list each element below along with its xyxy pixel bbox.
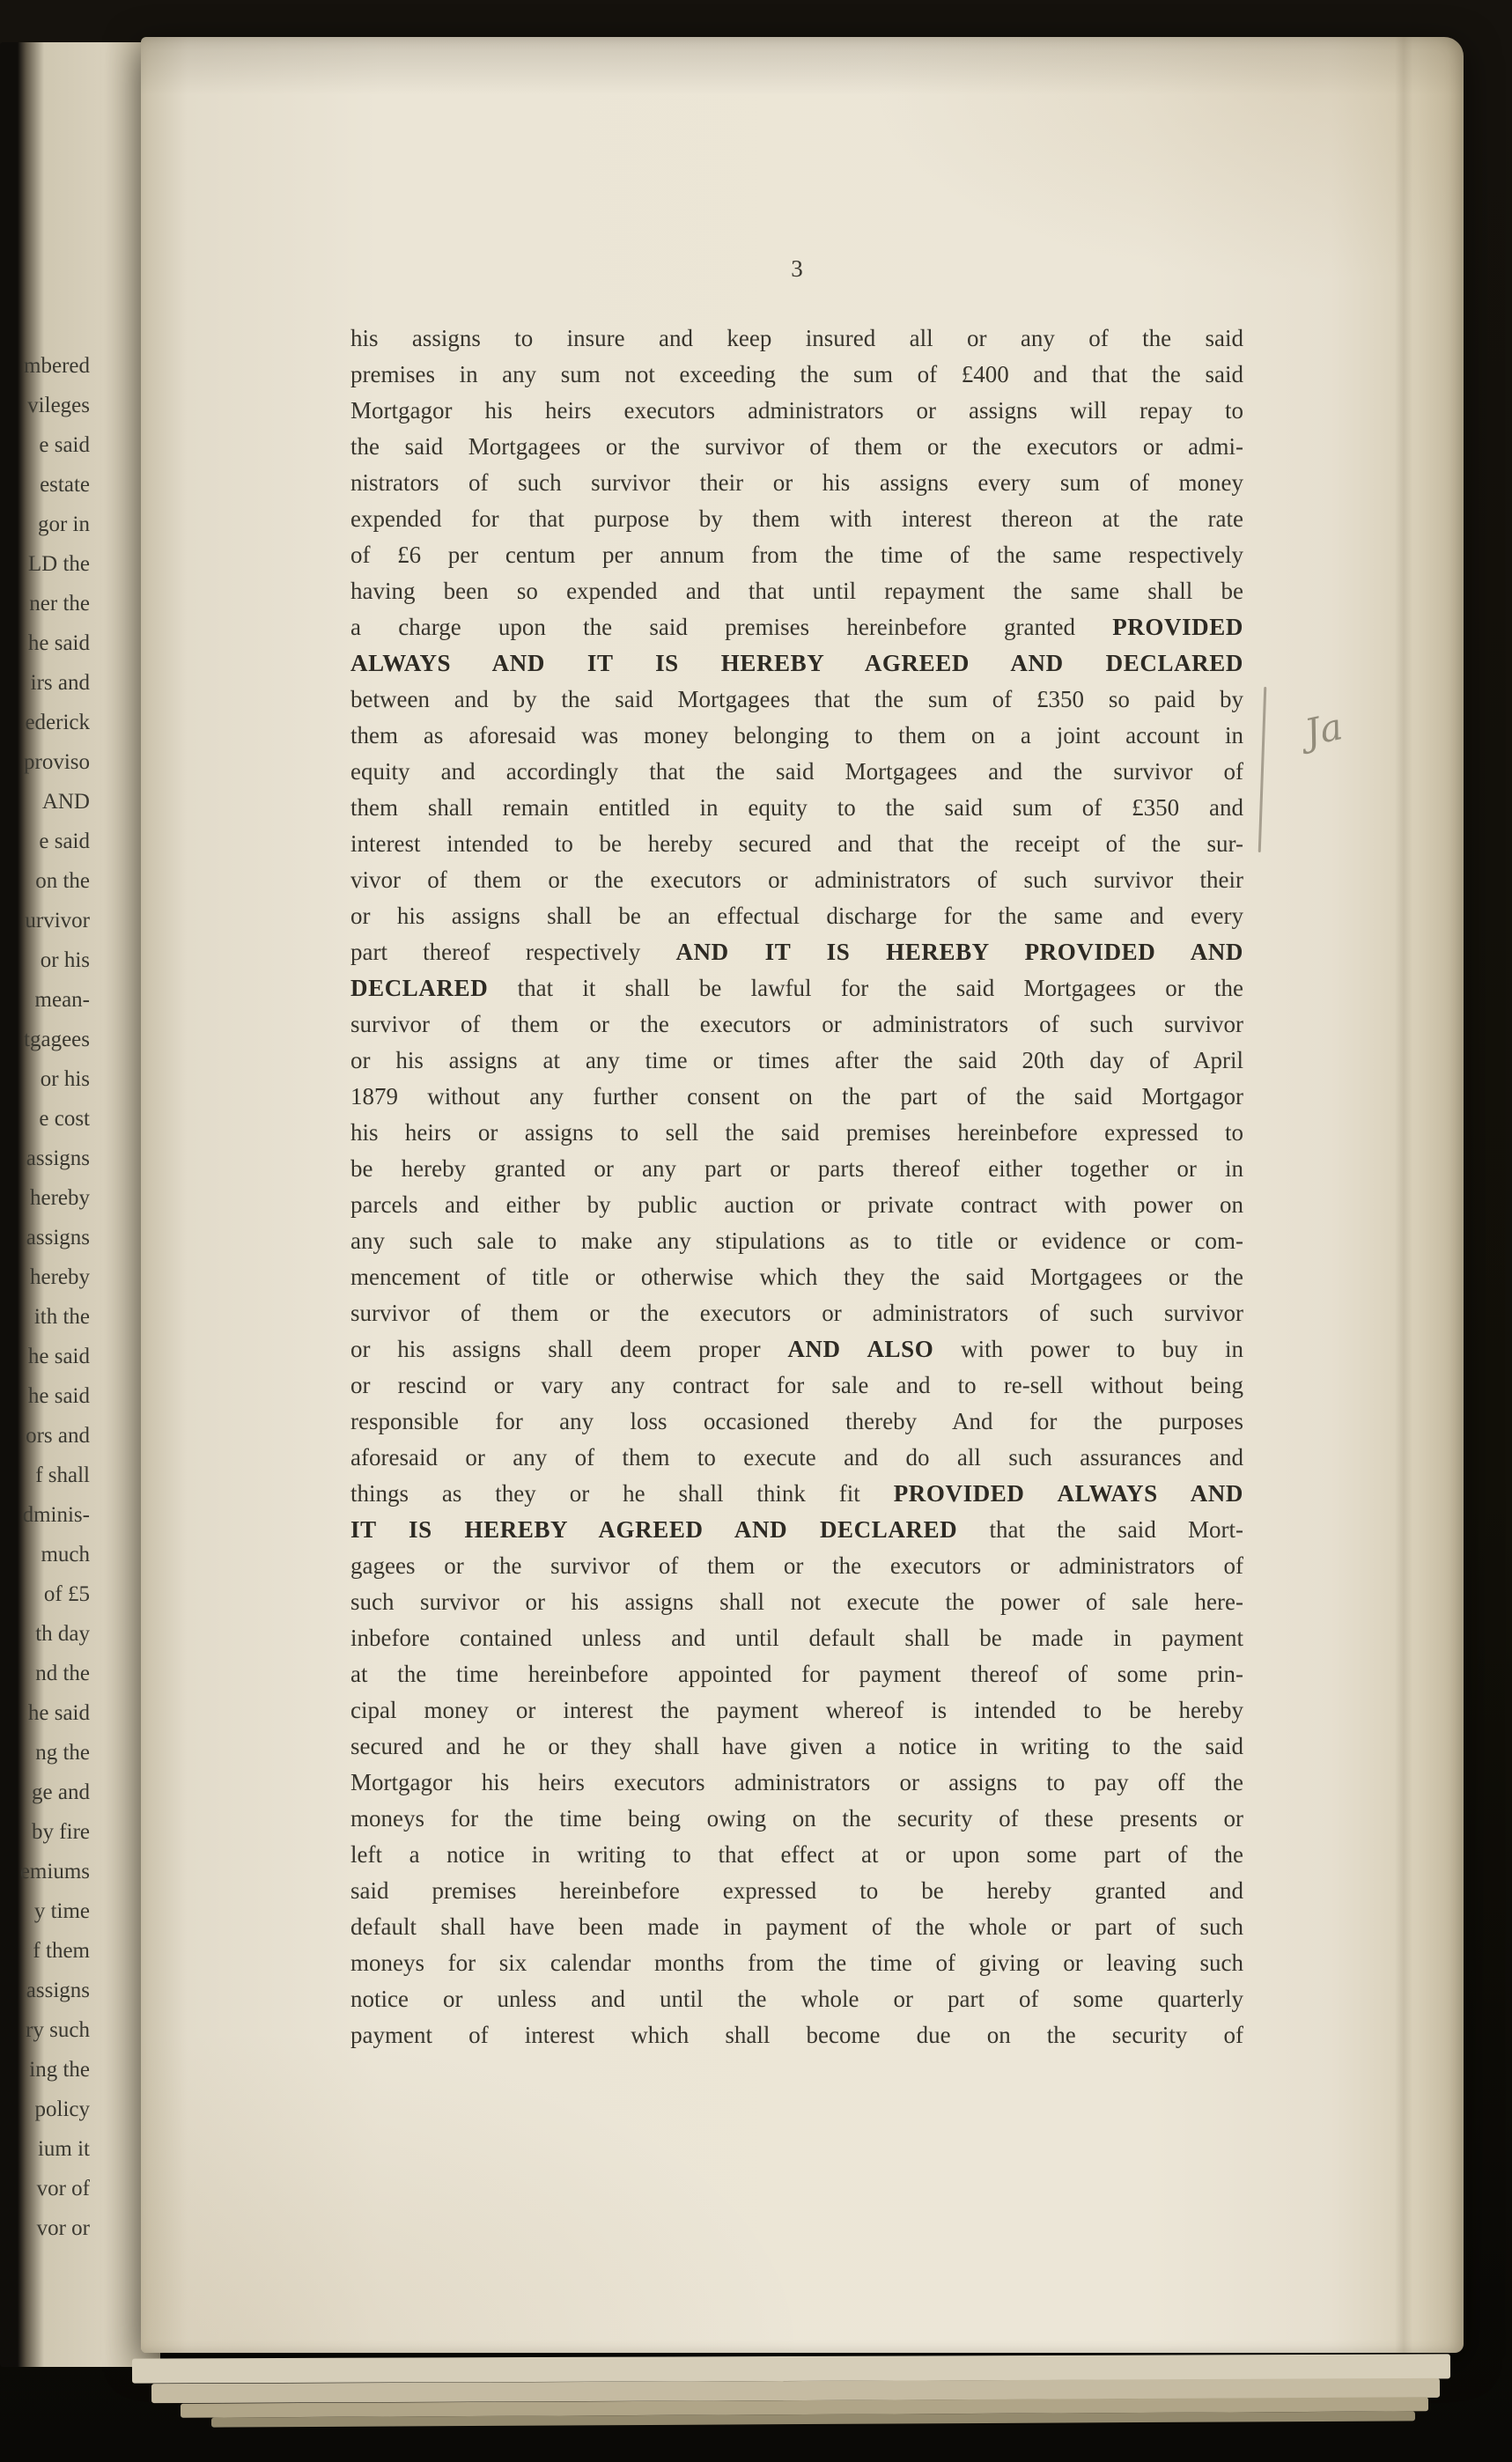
- text-line: [350, 1692, 1243, 1729]
- text-line: [350, 501, 1243, 537]
- text-line: [350, 1801, 1243, 1837]
- body-text-segment: premises in any sum not exceeding the sum of £400 and that the said: [350, 361, 1243, 387]
- margin-fragment: hereby: [29, 1186, 90, 1210]
- text-line: [350, 1043, 1243, 1079]
- body-text-segment: moneys for six calendar months from the time of giving or leaving such: [350, 1950, 1243, 1976]
- margin-fragment: by fire: [32, 1820, 90, 1844]
- text-line: [350, 1729, 1243, 1765]
- margin-fragment: th day: [35, 1622, 90, 1646]
- text-line: [350, 1620, 1243, 1656]
- margin-fragment: he said: [27, 631, 90, 655]
- body-text-segment: any such sale to make any stipulations as to title or evidence or com-: [350, 1227, 1243, 1254]
- body-text-segment: part thereof respectively: [350, 939, 676, 965]
- margin-fragment: e said: [39, 829, 90, 853]
- text-line: [350, 1367, 1243, 1404]
- margin-fragment: vor of: [36, 2177, 90, 2200]
- margin-fragment: ge and: [32, 1780, 90, 1804]
- margin-fragment: assigns: [26, 1226, 90, 1249]
- margin-fragment: mean-: [34, 988, 90, 1012]
- margin-fragment: much: [41, 1543, 90, 1566]
- body-text-segment: a charge upon the said premises hereinbefore granted: [350, 614, 1113, 640]
- emphasized-caps-text: PROVIDED ALWAYS AND: [893, 1480, 1244, 1507]
- body-text: [350, 321, 1243, 2053]
- margin-fragment: irs and: [30, 671, 90, 695]
- emphasized-caps-text: DECLARED: [350, 975, 489, 1001]
- text-line: [350, 1512, 1243, 1548]
- text-line: [350, 1656, 1243, 1692]
- text-line: [350, 718, 1243, 754]
- margin-fragment: ith the: [33, 1305, 90, 1329]
- body-text-segment: them as aforesaid was money belonging to them on a joint account in: [350, 722, 1243, 748]
- text-line: [350, 1006, 1243, 1043]
- body-text-segment: nistrators of such survivor their or his assigns every sum of money: [350, 469, 1243, 496]
- margin-fragment: nd the: [35, 1662, 90, 1685]
- text-line: [350, 1476, 1243, 1512]
- margin-fragment: e said: [39, 433, 90, 457]
- body-text-segment: moneys for the time being owing on the security of these presents or: [350, 1805, 1243, 1832]
- text-line: [350, 862, 1243, 898]
- pencil-marginalia: Ja: [1301, 704, 1346, 755]
- margin-fragment: ner the: [29, 592, 90, 616]
- text-line: [350, 537, 1243, 573]
- margin-fragment: or his: [40, 948, 90, 972]
- body-text-segment: with power to buy in: [933, 1336, 1243, 1362]
- emphasized-caps-text: ALWAYS AND IT IS HEREBY AGREED AND DECLARED: [350, 650, 1243, 676]
- body-text-segment: between and by the said Mortgagees that the sum of £350 so paid by: [350, 686, 1243, 712]
- body-text-segment: expended for that purpose by them with interest thereon at the rate: [350, 505, 1243, 532]
- text-line: [350, 1981, 1243, 2017]
- pencil-mark-line: [1258, 687, 1267, 852]
- body-text-segment: his heirs or assigns to sell the said premises hereinbefore expressed to: [350, 1119, 1243, 1146]
- previous-page-edge: [0, 42, 160, 2367]
- emphasized-caps-text: IT IS HEREBY AGREED AND DECLARED: [350, 1516, 958, 1543]
- text-line: [350, 429, 1243, 465]
- text-line: [350, 645, 1243, 682]
- text-line: [350, 1079, 1243, 1115]
- document-page: [141, 37, 1464, 2353]
- body-text-segment: 1879 without any further consent on the part of the said Mortgagor: [350, 1083, 1243, 1109]
- margin-fragment: ors and: [26, 1424, 90, 1448]
- body-text-segment: or his assigns shall be an effectual discharge for the same and every: [350, 903, 1243, 929]
- body-text-segment: responsible for any loss occasioned thereby And for the purposes: [350, 1408, 1243, 1434]
- margin-fragment: AND: [41, 790, 90, 814]
- text-line: [350, 898, 1243, 934]
- margin-fragment: LD the: [27, 552, 90, 576]
- text-line: [350, 1584, 1243, 1620]
- text-line: [350, 1295, 1243, 1331]
- text-line: [350, 1223, 1243, 1259]
- body-text-segment: inbefore contained unless and until default shall be made in payment: [350, 1625, 1243, 1651]
- text-line: [350, 465, 1243, 501]
- text-line: [350, 1115, 1243, 1151]
- margin-fragment: vileges: [27, 394, 90, 417]
- body-text-segment: aforesaid or any of them to execute and do all such assurances and: [350, 1444, 1243, 1471]
- body-text-segment: left a notice in writing to that effect at or upon some part of the: [350, 1841, 1243, 1868]
- margin-fragment: of £5: [43, 1582, 90, 1606]
- margin-fragment: he said: [27, 1701, 90, 1725]
- margin-fragment: estate: [40, 473, 90, 497]
- text-line: [350, 1837, 1243, 1873]
- margin-fragment: gor in: [37, 512, 90, 536]
- emphasized-caps-text: AND ALSO: [787, 1336, 934, 1362]
- body-text-segment: vivor of them or the executors or administrators of such survivor their: [350, 866, 1243, 893]
- margin-fragment: emiums: [19, 1860, 90, 1883]
- body-text-segment: or rescind or vary any contract for sale and to re-sell without being: [350, 1372, 1243, 1398]
- text-line: [350, 393, 1243, 429]
- body-text-segment: at the time hereinbefore appointed for payment thereof of some prin-: [350, 1661, 1243, 1687]
- body-text-segment: Mortgagor his heirs executors administrators or assigns will repay to: [350, 397, 1243, 424]
- text-line: [350, 1873, 1243, 1909]
- margin-fragment: y time: [33, 1899, 90, 1923]
- margin-fragment: policy: [34, 2097, 90, 2121]
- prev-page-fragments: [0, 346, 90, 2248]
- emphasized-caps-text: PROVIDED: [1112, 614, 1243, 640]
- body-text-segment: such survivor or his assigns shall not execute the power of sale here-: [350, 1589, 1243, 1615]
- body-text-segment: notice or unless and until the whole or part of some quarterly: [350, 1986, 1243, 2012]
- margin-fragment: f shall: [35, 1463, 90, 1487]
- margin-fragment: proviso: [24, 750, 90, 774]
- text-line: [350, 970, 1243, 1006]
- text-line: [350, 826, 1243, 862]
- body-text-segment: secured and he or they shall have given a notice in writing to the said: [350, 1733, 1243, 1759]
- margin-fragment: mbered: [24, 354, 90, 378]
- text-line: [350, 934, 1243, 970]
- margin-fragment: ing the: [29, 2058, 90, 2082]
- margin-fragment: f them: [33, 1939, 90, 1963]
- emphasized-caps-text: AND IT IS HEREBY PROVIDED AND: [675, 939, 1243, 965]
- text-line: [350, 1909, 1243, 1945]
- text-line: [350, 790, 1243, 826]
- body-text-segment: cipal money or interest the payment whereof is intended to be hereby: [350, 1697, 1243, 1723]
- body-text-segment: or his assigns at any time or times after the said 20th day of April: [350, 1047, 1243, 1073]
- text-line: [350, 682, 1243, 718]
- page-number: 3: [791, 255, 803, 282]
- margin-fragment: e cost: [39, 1107, 90, 1131]
- text-line: [350, 357, 1243, 393]
- margin-fragment: hereby: [29, 1265, 90, 1289]
- body-text-segment: interest intended to be hereby secured and that the receipt of the sur-: [350, 830, 1243, 857]
- margin-fragment: assigns: [26, 1146, 90, 1170]
- margin-fragment: he said: [27, 1384, 90, 1408]
- text-line: [350, 1548, 1243, 1584]
- body-text-segment: that the said Mort-: [957, 1516, 1243, 1543]
- margin-fragment: he said: [27, 1345, 90, 1368]
- margin-fragment: dminis-: [22, 1503, 90, 1527]
- margin-fragment: urvivor: [25, 909, 90, 932]
- body-text-segment: or his assigns shall deem proper: [350, 1336, 788, 1362]
- body-text-segment: of £6 per centum per annum from the time of the same respectively: [350, 542, 1243, 568]
- margin-fragment: assigns: [26, 1979, 90, 2002]
- body-text-segment: parcels and either by public auction or private contract with power on: [350, 1191, 1243, 1218]
- body-text-segment: that it shall be lawful for the said Mortgagees or the: [488, 975, 1243, 1001]
- body-text-segment: things as they or he shall think fit: [350, 1480, 894, 1507]
- margin-fragment: ederick: [25, 711, 90, 734]
- body-text-segment: them shall remain entitled in equity to the said sum of £350 and: [350, 794, 1243, 821]
- margin-fragment: ng the: [35, 1741, 90, 1765]
- text-line: [350, 609, 1243, 645]
- body-text-segment: mencement of title or otherwise which they the said Mortgagees or the: [350, 1264, 1243, 1290]
- text-line: [350, 1945, 1243, 1981]
- margin-fragment: tgagees: [24, 1028, 90, 1051]
- margin-fragment: on the: [35, 869, 90, 893]
- body-text-segment: gagees or the survivor of them or the executors or administrators of: [350, 1552, 1243, 1579]
- page-crease: [1395, 37, 1412, 2353]
- body-text-segment: having been so expended and that until repayment the same shall be: [350, 578, 1243, 604]
- text-line: [350, 1187, 1243, 1223]
- body-text-segment: payment of interest which shall become due on the security of: [350, 2022, 1243, 2048]
- text-line: [350, 1259, 1243, 1295]
- text-line: [350, 573, 1243, 609]
- body-text-segment: his assigns to insure and keep insured all or any of the said: [350, 325, 1243, 351]
- text-line: [350, 1151, 1243, 1187]
- body-text-segment: survivor of them or the executors or administrators of such survivor: [350, 1300, 1243, 1326]
- body-text-segment: default shall have been made in payment of the whole or part of such: [350, 1913, 1243, 1940]
- margin-fragment: ium it: [37, 2137, 90, 2161]
- text-line: [350, 1404, 1243, 1440]
- body-text-segment: be hereby granted or any part or parts thereof either together or in: [350, 1155, 1243, 1182]
- margin-fragment: ry such: [26, 2018, 90, 2042]
- body-text-segment: the said Mortgagees or the survivor of them or the executors or admi-: [350, 433, 1243, 460]
- text-line: [350, 1765, 1243, 1801]
- body-text-segment: equity and accordingly that the said Mortgagees and the survivor of: [350, 758, 1243, 785]
- text-line: [350, 754, 1243, 790]
- text-line: [350, 1331, 1243, 1367]
- text-line: [350, 321, 1243, 357]
- margin-fragment: vor or: [36, 2216, 90, 2240]
- body-text-segment: survivor of them or the executors or administrators of such survivor: [350, 1011, 1243, 1037]
- margin-fragment: or his: [40, 1067, 90, 1091]
- body-text-segment: Mortgagor his heirs executors administrators or assigns to pay off the: [350, 1769, 1243, 1795]
- text-line: [350, 2017, 1243, 2053]
- text-line: [350, 1440, 1243, 1476]
- body-text-segment: said premises hereinbefore expressed to be hereby granted and: [350, 1877, 1243, 1904]
